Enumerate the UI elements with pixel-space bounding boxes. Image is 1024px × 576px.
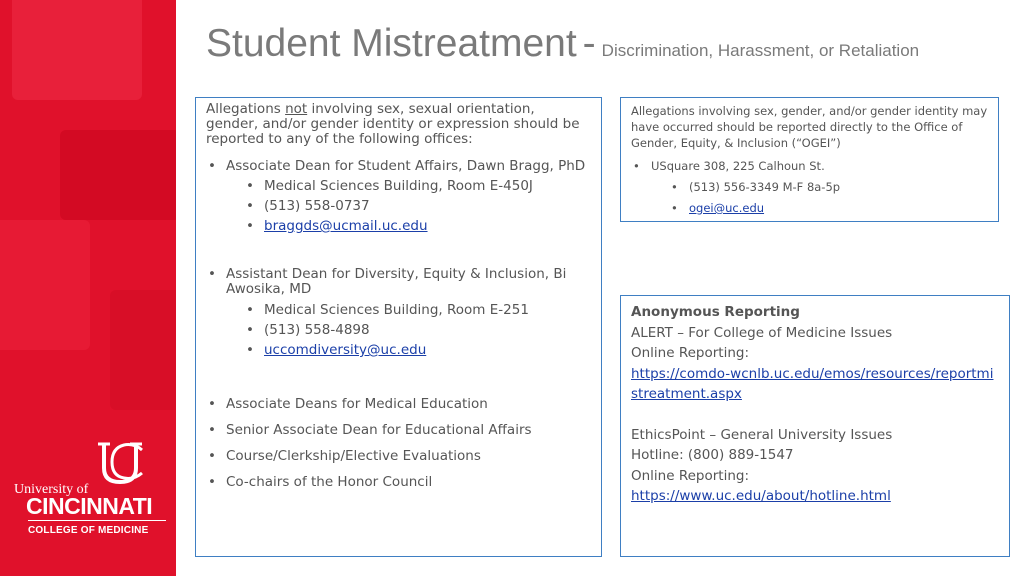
list-item: • Associate Deans for Medical Education [206, 391, 591, 417]
contact-email-item [206, 216, 591, 236]
ogei-email-item [631, 201, 988, 215]
intro-text [206, 102, 591, 147]
hotline: Hotline: (800) 889-1547 [631, 447, 794, 463]
anonymous-reporting-box [620, 295, 1010, 557]
intro-not: not [285, 101, 308, 117]
title-separator: - [582, 22, 596, 65]
alert-line: ALERT – For College of Medicine Issues [631, 324, 893, 341]
intro-before: Allegations [206, 101, 286, 117]
logo-divider [28, 520, 166, 521]
ethics-url-link[interactable]: https://www.uc.edu/about/hotline.html [631, 488, 891, 504]
contact-email-item [206, 340, 591, 360]
online-reporting-label: Online Reporting: [631, 345, 750, 361]
contact-email-link[interactable]: uccomdiversity@uc.edu [264, 342, 427, 358]
alert-url-wrap [631, 364, 999, 405]
logo-cincinnati: CINCINNATI [26, 493, 153, 519]
anonymous-heading: Anonymous Reporting [631, 304, 800, 320]
contact-list-1 [206, 156, 591, 236]
ogei-location: • USquare 308, 225 Calhoun St. [631, 159, 988, 173]
alert-url-link[interactable]: https://comdo-wcnlb.uc.edu/emos/resources/reportmistreatment.aspx [631, 365, 994, 402]
contact-list-2 [206, 267, 591, 360]
decorative-shape [60, 130, 176, 220]
sidebar-red-panel [0, 0, 176, 576]
title-main: Student Mistreatment [206, 22, 577, 65]
decorative-shape [110, 290, 176, 410]
contact-location: • Medical Sciences Building, Room E-251 [206, 300, 591, 320]
contact-name: • Assistant Dean for Diversity, Equity & Inclusion, Bi Awosika, MD [206, 267, 591, 297]
uc-monogram-icon [94, 440, 150, 486]
contact-location: • Medical Sciences Building, Room E-450J [206, 176, 591, 196]
ethicspoint-line: EthicsPoint – General University Issues [631, 426, 893, 443]
list-item: • Course/Clerkship/Elective Evaluations [206, 443, 591, 469]
list-item: • Senior Associate Dean for Educational Affairs [206, 417, 591, 443]
contact-name: • Associate Dean for Student Affairs, Dawn Bragg, PhD [206, 156, 591, 176]
contact-phone: • (513) 558-4898 [206, 320, 591, 340]
decorative-shape [12, 0, 142, 100]
online-reporting-label: Online Reporting: [631, 467, 750, 484]
ethics-url-wrap [631, 486, 999, 507]
ogei-box [620, 97, 999, 222]
intro-after: involving sex, sexual orientation, gender, and/or gender identity or expression should be reported to any of the following offices: [206, 101, 580, 147]
contact-email-link[interactable]: braggds@ucmail.uc.edu [264, 218, 428, 234]
decorative-shape [0, 220, 90, 350]
ogei-intro: Allegations involving sex, gender, and/or gender identity may have occurred should be reported directly to the Office of Gender, Equity, & Inclusion (“OGEI”) [631, 104, 988, 150]
ogei-email-link[interactable]: ogei@uc.edu [689, 201, 765, 215]
other-offices-list [206, 391, 591, 495]
page-title [206, 22, 919, 66]
logo-college-of-medicine: COLLEGE OF MEDICINE [28, 525, 149, 536]
ogei-phone: • (513) 556-3349 M-F 8a-5p [631, 180, 988, 194]
logo-university-of: University of [14, 482, 89, 497]
list-item: • Co-chairs of the Honor Council [206, 469, 591, 495]
non-sex-allegations-box [195, 97, 602, 557]
contact-phone: • (513) 558-0737 [206, 196, 591, 216]
title-subtitle: Discrimination, Harassment, or Retaliation [601, 41, 920, 60]
